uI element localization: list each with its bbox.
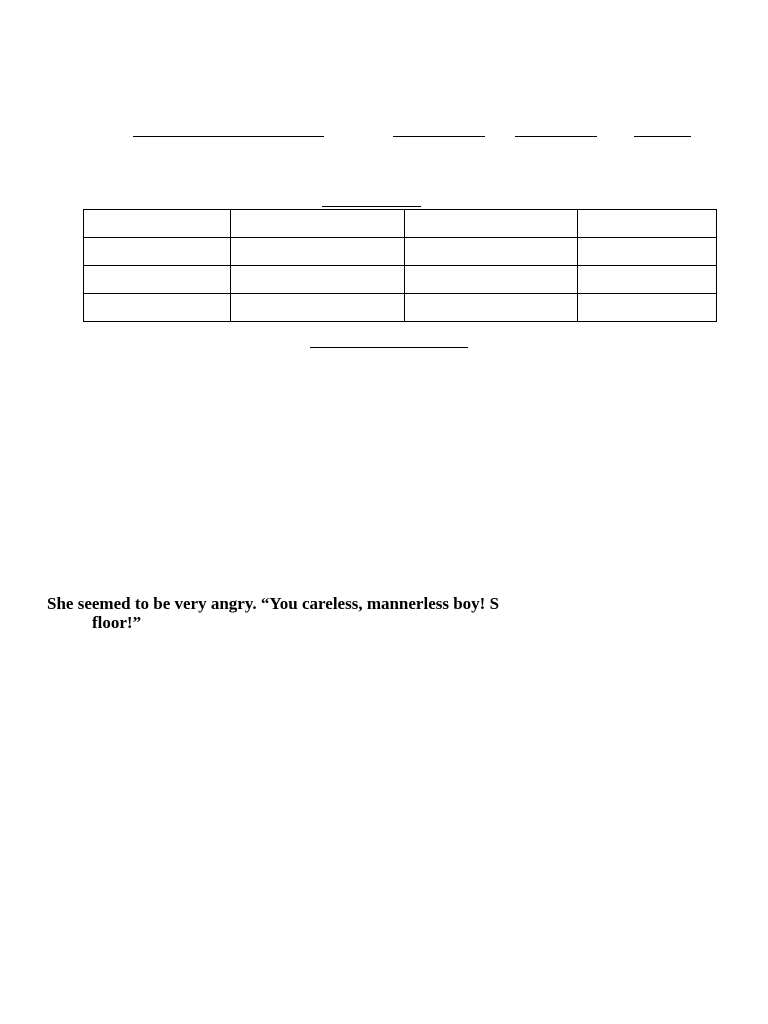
table-cell [405,210,577,238]
roll-blank-line [634,136,691,137]
table-cell [231,210,405,238]
passage-text [47,594,727,632]
section-title-underline [310,347,468,348]
passage-line-1: She seemed to be very angry. “You careless, mannerless boy! S [47,594,500,613]
table-cell [231,266,405,294]
table-row [84,294,717,322]
table-cell [577,266,716,294]
table-row [84,266,717,294]
table-cell [577,210,716,238]
table-cell [231,238,405,266]
table-cell [577,294,716,322]
table-title-underline [322,206,421,207]
table-cell [405,238,577,266]
table-cell [84,266,231,294]
table-cell [84,238,231,266]
class-blank-line [393,136,485,137]
table-cell [577,238,716,266]
table-row [84,238,717,266]
date-blank-line [515,136,597,137]
table-cell [84,294,231,322]
table-cell [405,294,577,322]
table-cell [405,266,577,294]
table-row [84,210,717,238]
info-table [83,209,717,322]
passage-line-2: floor!” [92,613,142,632]
table-cell [84,210,231,238]
table-cell [231,294,405,322]
name-blank-line [133,136,324,137]
